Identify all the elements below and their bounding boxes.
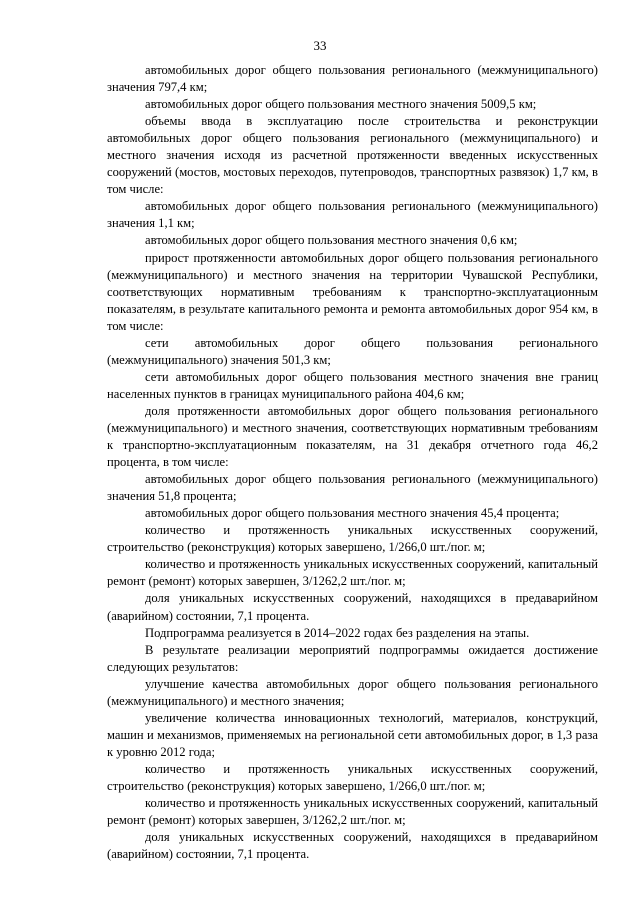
paragraph: автомобильных дорог общего пользования местного значения 45,4 процента; [145, 506, 560, 521]
paragraph: прирост протяженности автомобильных дорог общего пользования регионального (межмуниципального) и местного значения на территории Чувашской Республики, соответствующих нормативным требованиям к транспортно-эксплуатационным показателям, в результате капитального ремонта и ремонта автомобильных дорог 954 км, в том числе: [107, 250, 598, 333]
paragraph: количество и протяженность уникальных искусственных сооружений, строительство (реконструкция) которых завершено, 1/266,0 шт./пог. м; [107, 523, 598, 555]
paragraph: доля уникальных искусственных сооружений, находящихся в предаварийном (аварийном) состоянии, 7,1 процента. [107, 591, 598, 623]
paragraph: сети автомобильных дорог общего пользования регионального (межмуниципального) значения 501,3 км; [107, 335, 598, 367]
paragraph: автомобильных дорог общего пользования регионального (межмуниципального) значения 797,4 км; [107, 63, 598, 95]
paragraph: сети автомобильных дорог общего пользования местного значения вне границ населенных пунктов в границах муниципального района 404,6 км; [107, 369, 598, 401]
paragraph: количество и протяженность уникальных искусственных сооружений, капитальный ремонт (ремонт) которых завершен, 3/1262,2 шт./пог. м; [107, 796, 598, 828]
paragraph: автомобильных дорог общего пользования регионального (межмуниципального) значения 1,1 км; [107, 199, 598, 231]
paragraph: увеличение количества инновационных технологий, материалов, конструкций, машин и механизмов, применяемых на региональной сети автомобильных дорог, в 1,3 раза к уровню 2012 года; [107, 710, 598, 759]
paragraph: количество и протяженность уникальных искусственных сооружений, капитальный ремонт (ремонт) которых завершен, 3/1262,2 шт./пог. м; [107, 557, 598, 589]
paragraph: автомобильных дорог общего пользования местного значения 5009,5 км; [145, 97, 537, 112]
paragraph: улучшение качества автомобильных дорог общего пользования регионального (межмуниципального) и местного значения; [107, 676, 598, 708]
paragraph: В результате реализации мероприятий подпрограммы ожидается достижение следующих результатов: [107, 642, 598, 674]
page-number: 33 [313, 38, 327, 53]
paragraph: автомобильных дорог общего пользования местного значения 0,6 км; [145, 233, 518, 248]
paragraph: Подпрограмма реализуется в 2014–2022 годах без разделения на этапы. [145, 625, 530, 640]
paragraph: объемы ввода в эксплуатацию после строительства и реконструкции автомобильных дорог общего пользования регионального (межмуниципального) и местного значения исходя из расчетной протяженности введенных искусственных сооружений (мостов, мостовых переходов, путепроводов, транспортных развязок) 1,7 км, в том числе: [107, 114, 598, 197]
paragraph: количество и протяженность уникальных искусственных сооружений, строительство (реконструкция) которых завершено, 1/266,0 шт./пог. м; [107, 761, 598, 793]
paragraph: доля протяженности автомобильных дорог общего пользования регионального (межмуниципального) и местного значения, соответствующих нормативным требованиям к транспортно-эксплуатационным показателям, на 31 декабря отчетного года 46,2 процента, в том числе: [107, 403, 598, 470]
paragraph: доля уникальных искусственных сооружений, находящихся в предаварийном (аварийном) состоянии, 7,1 процента. [107, 830, 598, 862]
paragraph: автомобильных дорог общего пользования регионального (межмуниципального) значения 51,8 процента; [107, 472, 598, 504]
document-body [107, 62, 598, 863]
